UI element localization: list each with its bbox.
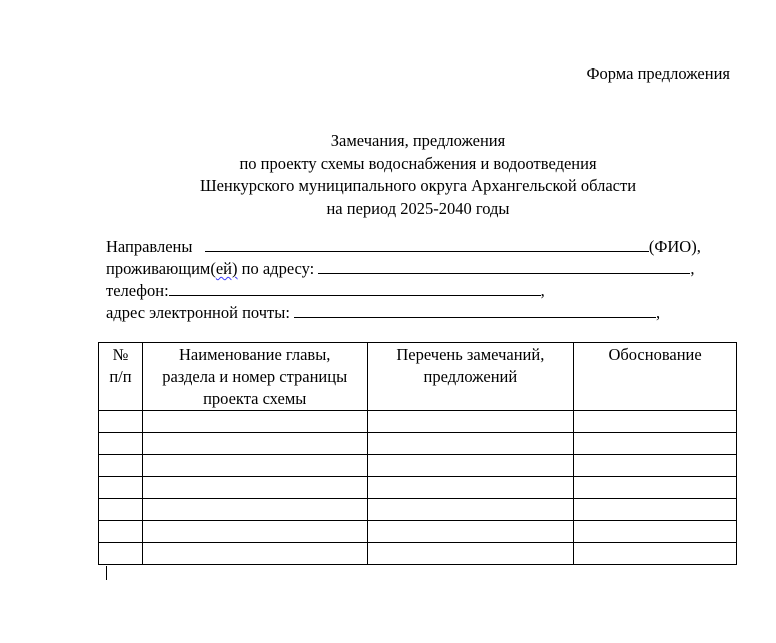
contact-fields [106,236,701,324]
table-cell[interactable] [99,411,143,433]
table-cell[interactable] [367,477,574,499]
spellcheck-word: ей) [215,259,238,278]
text-cursor [106,566,107,580]
header-comments: Перечень замечаний, предложений [367,343,574,411]
table-cell[interactable] [99,543,143,565]
table-cell[interactable] [367,433,574,455]
table-row [99,411,737,433]
phone-label: телефон: [106,281,169,300]
table-row [99,499,737,521]
living-suffix: по адресу: [237,259,315,278]
title-line-1: Замечания, предложения [330,131,506,150]
table-row [99,455,737,477]
table-cell[interactable] [574,433,737,455]
title-line-2: по проекту схемы водоснабжения и водоотведения [239,153,597,173]
table-cell[interactable] [367,455,574,477]
table-row [99,521,737,543]
title-line-3: Шенкурского муниципального округа Архангельской области [199,176,637,195]
email-field[interactable] [294,303,656,318]
title-line-4: на период 2025-2040 годы [326,198,510,218]
address-end: , [690,259,695,278]
form-label: Форма предложения [586,64,730,83]
sent-label: Направлены [106,237,193,256]
header-justification: Обоснование [574,343,737,411]
phone-field[interactable] [169,281,541,296]
table-row [99,477,737,499]
table-row [99,433,737,455]
table-cell[interactable] [99,521,143,543]
table-cell[interactable] [142,411,367,433]
email-line [106,302,701,324]
table-cell[interactable] [367,411,574,433]
table-cell[interactable] [99,499,143,521]
living-prefix: проживающим( [106,259,216,278]
table-cell[interactable] [367,543,574,565]
table-cell[interactable] [142,521,367,543]
phone-line [106,280,701,302]
address-line [106,258,701,280]
document-title [0,130,776,220]
header-chapter: Наименование главы, раздела и номер страницы проекта схемы [142,343,367,411]
header-number: № п/п [99,343,143,411]
table-cell[interactable] [367,521,574,543]
table-cell[interactable] [574,411,737,433]
table-cell[interactable] [142,499,367,521]
table-header-row [99,343,737,411]
table-cell[interactable] [574,455,737,477]
table-cell[interactable] [99,455,143,477]
address-field[interactable] [318,259,690,274]
table-cell[interactable] [142,543,367,565]
sent-to-line [106,236,701,258]
table-cell[interactable] [574,521,737,543]
table-cell[interactable] [574,499,737,521]
phone-end: , [540,281,545,300]
email-label: адрес электронной почты: [106,303,290,322]
sent-suffix: (ФИО), [648,237,701,256]
table-cell[interactable] [142,433,367,455]
table-cell[interactable] [99,477,143,499]
table-cell[interactable] [99,433,143,455]
name-field[interactable] [205,237,649,252]
email-end: , [656,303,661,322]
table-cell[interactable] [142,455,367,477]
table-cell[interactable] [367,499,574,521]
table-row [99,543,737,565]
comments-table [98,342,737,565]
table-cell[interactable] [142,477,367,499]
table-cell[interactable] [574,477,737,499]
table-cell[interactable] [574,543,737,565]
